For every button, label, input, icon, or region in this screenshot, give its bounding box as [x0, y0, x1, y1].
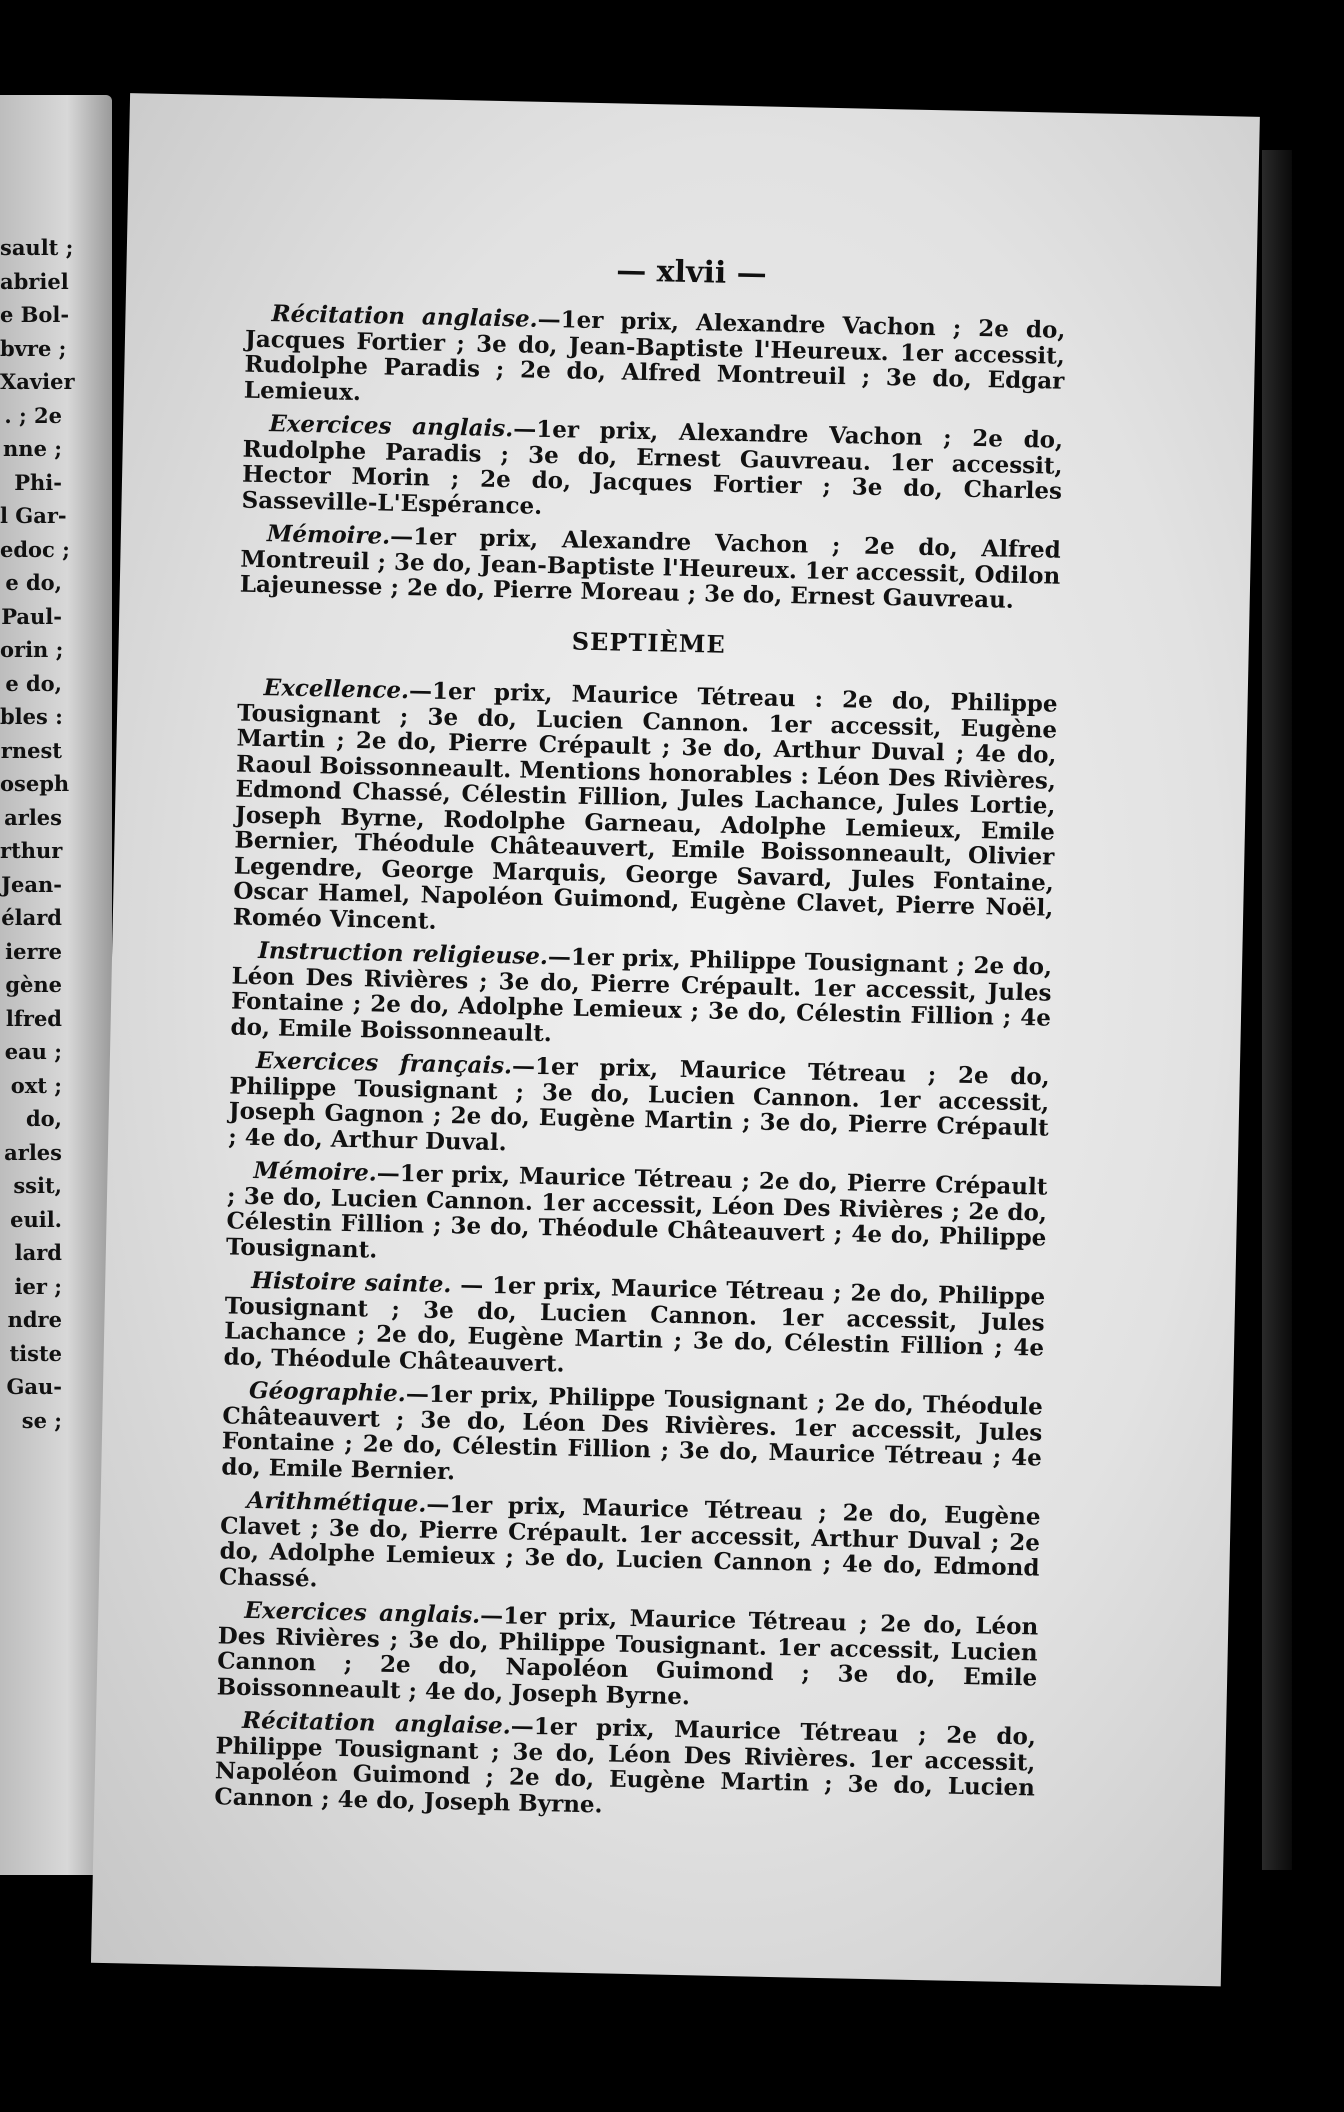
book-page [91, 93, 1260, 1986]
left-page-fragment: oseph [0, 771, 70, 796]
left-page-edge [0, 95, 112, 1875]
section-heading: SEPTIÈME [571, 626, 726, 659]
prize-list-previous-class [240, 301, 1066, 615]
left-page-fragment: Jean- [1, 871, 62, 897]
left-page-fragment: arles [4, 1139, 62, 1165]
prize-paragraph [221, 1377, 1043, 1496]
prize-text: —1er prix, Maurice Tétreau : 2e do, Philippe Tousignant ; 3e do, Lucien Cannon. 1er accessit, Eugène Martin ; 2e do, Pierre Crépault ; 3e do, Arthur Duval ; 4e do, Raoul Boissonneault. Mentions honorables : Léon Des Rivières, Edmond Chassé, Célestin Fillion, Jules Lachance, Jules Lortie, Joseph Byrne, Rodolphe Garneau, Adolphe Lemieux, Emile Bernier, Théodule Châteauvert, Emile Boissonneault, Olivier Legendre, George Marquis, George Savard, Jules Fontaine, Oscar Hamel, Napoléon Guimond, Eugène Clavet, Pierre Noël, Roméo Vincent. [232, 677, 1058, 935]
subject-title: Récitation anglaise. [271, 300, 538, 333]
left-page-fragment: l Gar- [0, 503, 67, 528]
left-page-fragment: edoc ; [0, 536, 70, 562]
left-page-fragment: arles [4, 804, 62, 830]
prize-paragraph [244, 301, 1066, 420]
left-page-fragment: . ; 2e [4, 402, 62, 428]
prize-text: —1er prix, Alexandre Vachon ; 2e do, Rudolphe Paradis ; 3e do, Ernest Gauvreau. 1er accessit, Hector Morin ; 2e do, Jacques Fortier ; 3e do, Charles Sasseville-L'Espérance. [241, 415, 1064, 520]
left-page-fragment: Phi- [14, 469, 62, 495]
subject-title: Exercices anglais. [268, 410, 514, 443]
prize-text: —1er prix, Alexandre Vachon ; 2e do, Alfred Montreuil ; 3e do, Jean-Baptiste l'Heureux. 1er accessit, Odilon Lajeunesse ; 2e do, Pierre Moreau ; 3e do, Ernest Gauvreau. [239, 522, 1062, 614]
left-page-fragment: Paul- [1, 603, 62, 629]
subject-title: Instruction religieuse. [257, 937, 549, 971]
subject-title: Excellence. [263, 674, 410, 705]
left-page-fragment: tiste [9, 1340, 62, 1366]
prize-text: —1er prix, Maurice Tétreau ; 2e do, Léon Des Rivières ; 3e do, Philippe Tousignant. 1er accessit, Lucien Cannon ; 2e do, Napoléon Guimond ; 3e do, Emile Boissonneault ; 4e do, Joseph Byrne. [216, 1601, 1039, 1710]
left-page-fragment: bvre ; [0, 335, 67, 361]
left-page-fragment: eau ; [4, 1039, 62, 1064]
left-page-fragment: abriel [0, 268, 69, 294]
left-page-fragment: lard [14, 1240, 62, 1265]
left-page-fragment: e do, [5, 670, 62, 696]
left-page-fragment: e do, [5, 570, 62, 595]
left-page-fragment: e Bol- [0, 302, 70, 327]
left-page-fragment: gène [5, 972, 62, 997]
left-page-fragment: ndre [7, 1307, 62, 1332]
left-page-fragment: ier ; [14, 1273, 62, 1299]
prize-paragraph [226, 1157, 1048, 1276]
subject-title: Récitation anglaise. [241, 1706, 512, 1740]
left-page-fragment: ierre [5, 938, 62, 964]
subject-title: Arithmétique. [246, 1486, 427, 1518]
prize-text: —1er prix, Alexandre Vachon ; 2e do, Jacques Fortier ; 3e do, Jean-Baptiste l'Heureux. 1er accessit, Rudolphe Paradis ; 2e do, Alfred Montreuil ; 3e do, Edgar Lemieux. [243, 305, 1066, 406]
left-page-fragment: orin ; [0, 637, 64, 662]
left-page-fragment: Gau- [6, 1374, 62, 1399]
prize-text: —1er prix, Maurice Tétreau ; 2e do, Philippe Tousignant ; 3e do, Lucien Cannon. 1er accessit, Joseph Gagnon ; 2e do, Eugène Martin ; 3e do, Pierre Crépault ; 4e do, Arthur Duval. [228, 1052, 1051, 1156]
prize-text: —1er prix, Maurice Tétreau ; 2e do, Philippe Tousignant ; 3e do, Léon Des Rivières. 1er accessit, Napoléon Guimond ; 2e do, Eugène Martin ; 3e do, Lucien Cannon ; 4e do, Joseph Byrne. [214, 1712, 1037, 1818]
left-page-fragment: sault ; [0, 235, 74, 260]
prize-paragraph [223, 1267, 1045, 1386]
left-page-fragment: élard [1, 905, 62, 930]
left-page-fragment: bles : [0, 704, 63, 729]
prize-text: —1er prix, Philippe Tousignant ; 2e do, Léon Des Rivières ; 3e do, Pierre Crépault. 1er accessit, Jules Fontaine ; 2e do, Adolphe Lemieux ; 3e do, Célestin Fillion ; 4e do, Emile Boissonneault. [230, 943, 1053, 1047]
left-page-fragment: oxt ; [10, 1072, 62, 1098]
prize-paragraph [230, 937, 1052, 1056]
prize-paragraph [214, 1707, 1036, 1826]
prize-text: —1er prix, Maurice Tétreau ; 2e do, Eugène Clavet ; 3e do, Pierre Crépault. 1er accessit, Arthur Duval ; 2e do, Adolphe Lemieux ; 3e do, Lucien Cannon ; 4e do, Edmond Chassé. [218, 1490, 1041, 1592]
prize-list-septieme [214, 675, 1058, 1827]
left-page-fragment: se ; [21, 1407, 62, 1433]
left-page-fragment: ssit, [13, 1173, 62, 1198]
left-page-fragment: nne ; [3, 436, 62, 461]
prize-paragraph [219, 1487, 1041, 1606]
left-page-fragment: rnest [0, 737, 62, 763]
left-page-fragment: lfred [5, 1005, 62, 1031]
prize-text: —1er prix, Maurice Tétreau ; 2e do, Pierre Crépault ; 3e do, Lucien Cannon. 1er accessit, Léon Des Rivières ; 2e do, Célestin Fillion ; 3e do, Théodule Châteauvert ; 4e do, Philippe Tousignant. [225, 1159, 1048, 1264]
prize-paragraph [228, 1047, 1050, 1166]
subject-title: Exercices français. [255, 1047, 513, 1080]
prize-paragraph [241, 411, 1063, 530]
left-page-fragment: rthur [0, 838, 63, 863]
prize-text: —1er prix, Philippe Tousignant ; 2e do, Théodule Châteauvert ; 3e do, Léon Des Rivières. 1er accessit, Jules Fontaine ; 2e do, Célestin Fillion ; 3e do, Maurice Tétreau ; 4e do, Emile Bernier. [221, 1380, 1044, 1485]
subject-title: Exercices anglais. [244, 1596, 481, 1629]
page-number: — xlvii — [615, 253, 768, 292]
prize-text: — 1er prix, Maurice Tétreau ; 2e do, Philippe Tousignant ; 3e do, Lucien Cannon. 1er accessit, Jules Lachance ; 2e do, Eugène Martin ; 3e do, Célestin Fillion ; 4e do, Théodule Châteauvert. [223, 1271, 1046, 1378]
subject-title: Géographie. [248, 1376, 407, 1408]
page-content [214, 301, 1066, 1835]
subject-title: Mémoire. [266, 520, 391, 550]
subject-title: Histoire sainte. [251, 1266, 452, 1299]
prize-paragraph [240, 521, 1061, 615]
book-spine [1262, 150, 1292, 1870]
left-page-fragment: Xavier [0, 369, 75, 394]
left-page-fragment: euil. [10, 1206, 62, 1232]
left-page-fragment: do, [25, 1106, 62, 1131]
prize-paragraph [217, 1597, 1039, 1716]
prize-paragraph [233, 675, 1058, 947]
subject-title: Mémoire. [253, 1156, 378, 1187]
